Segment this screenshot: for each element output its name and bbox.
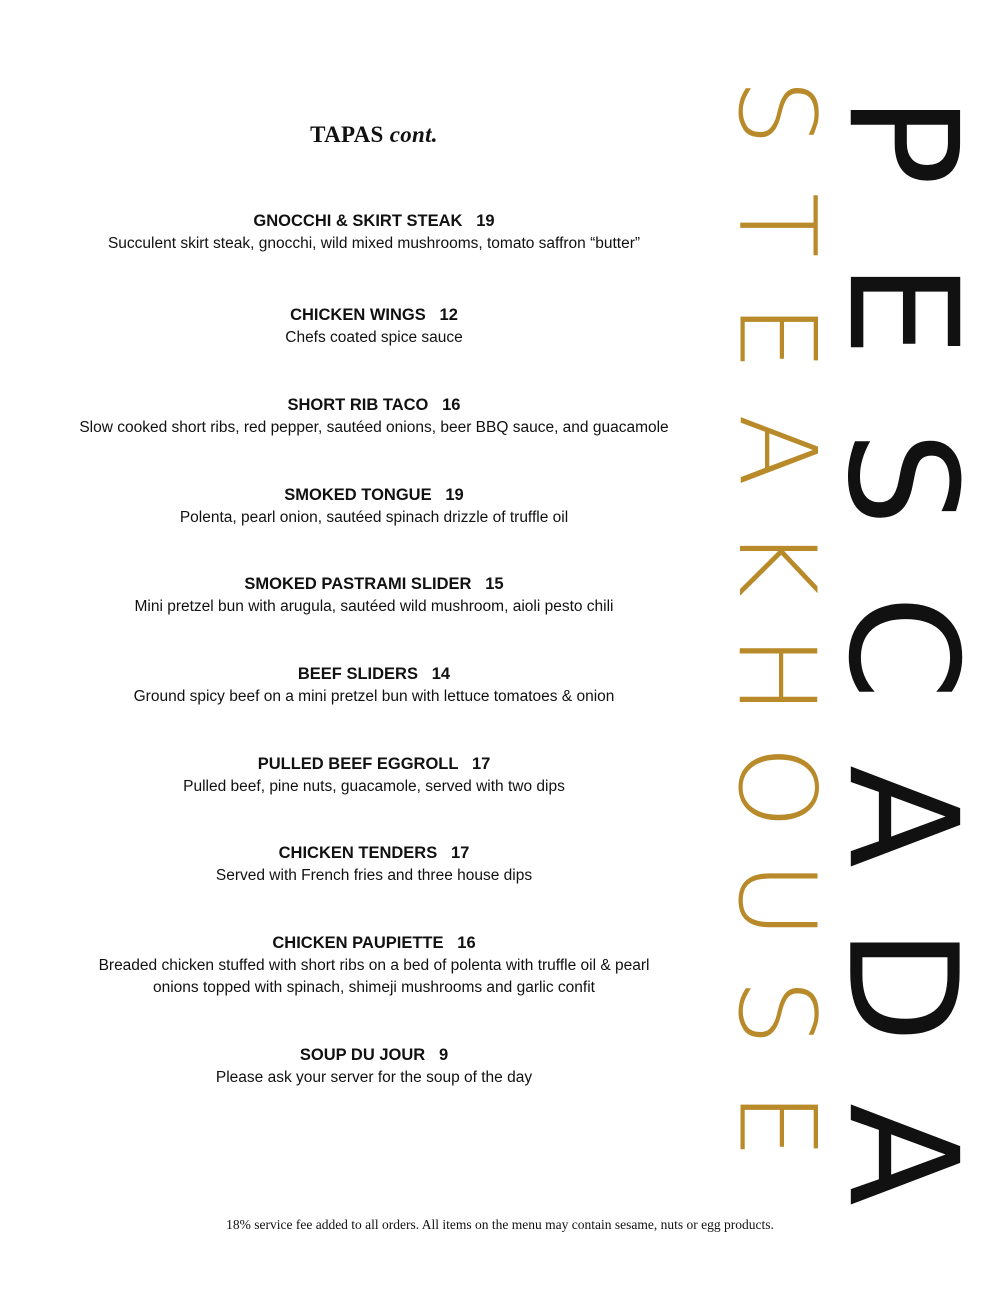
item-description: Pulled beef, pine nuts, guacamole, served with two dips [183,778,565,795]
brand-letter: P [814,95,989,186]
item-name: CHICKEN TENDERS [278,844,438,862]
menu-item [40,304,708,349]
section-title-text: TAPAS [310,122,384,147]
item-name: CHICKEN WINGS [290,306,426,324]
menu-item [40,573,708,618]
item-heading [40,484,708,506]
item-description: Polenta, pearl onion, sautéed spinach drizzle of truffle oil [179,509,569,526]
item-description: Chefs coated spice sauce [285,329,463,346]
brand-letter: T [715,192,839,258]
menu-item [40,210,708,255]
item-heading [40,573,708,595]
menu-item [40,484,708,529]
section-title-italic: cont. [389,122,438,147]
item-description: Ground spicy beef on a mini pretzel bun with lettuce tomatoes & onion [133,688,615,705]
footer-note: 18% service fee added to all orders. All items on the menu may contain sesame, nuts or egg products. [226,1217,774,1232]
section-title [40,122,708,148]
item-description: Slow cooked short ribs, red pepper, sautéed onions, beer BBQ sauce, and guacamole [79,419,669,436]
brand-letter: A [715,413,839,487]
menu-item [40,842,708,887]
item-price: 9 [438,1046,449,1064]
item-description: Succulent skirt steak, gnocchi, wild mixed mushrooms, tomato saffron “butter” [107,235,641,252]
item-heading [40,394,708,416]
brand-letter: A [814,765,989,868]
brand-letter: O [715,745,839,829]
item-price: 16 [457,934,476,952]
item-name: CHICKEN PAUPIETTE [272,934,444,952]
item-heading [40,932,708,954]
item-price: 17 [471,755,491,773]
brand-letter: E [715,1091,839,1159]
item-name: SHORT RIB TACO [287,396,429,414]
item-price: 15 [485,575,504,593]
brand-letter: S [814,430,989,527]
brand-letter: C [814,595,989,700]
menu-item [40,394,708,439]
item-description-line-2: onions topped with spinach, shimeji mushrooms and garlic confit [153,979,595,996]
item-name: BEEF SLIDERS [297,665,418,683]
item-price: 19 [476,212,495,230]
item-heading [40,842,708,864]
menu-item [40,663,708,708]
menu-item [40,753,708,798]
item-description: Breaded chicken stuffed with short ribs on a bed of polenta with truffle oil & pearl [98,957,650,974]
item-name: SOUP DU JOUR [299,1046,426,1064]
item-name: GNOCCHI & SKIRT STEAK [253,212,463,230]
item-heading [40,304,708,326]
menu-item [40,1044,708,1089]
brand-letter: K [715,527,839,598]
brand-letter: A [814,1103,989,1206]
item-price: 12 [439,306,458,324]
brand-letter: D [814,927,989,1044]
brand-letter: S [715,78,839,146]
brand-letter: U [715,860,839,939]
brand-letter: S [715,978,839,1046]
item-description: Mini pretzel bun with arugula, sautéed wild mushroom, aioli pesto chili [134,598,614,615]
item-heading [40,663,708,685]
item-heading [40,1044,708,1066]
item-name: SMOKED PASTRAMI SLIDER [244,575,472,593]
item-name: SMOKED TONGUE [284,486,432,504]
item-heading [40,210,708,232]
item-price: 14 [431,665,451,683]
brand-pescada-wordmark [814,56,989,1239]
brand-letter: E [814,262,989,357]
menu-item [40,932,708,999]
item-price: 16 [442,396,461,414]
brand-letter: E [715,303,839,371]
brand-letter: H [715,634,839,715]
item-description: Please ask your server for the soup of the day [215,1069,533,1086]
item-price: 17 [451,844,470,862]
brand-steakhouse-wordmark [715,56,839,1181]
item-name: PULLED BEEF EGGROLL [257,755,459,773]
item-description: Served with French fries and three house dips [215,867,533,884]
item-price: 19 [445,486,464,504]
item-heading [40,753,708,775]
